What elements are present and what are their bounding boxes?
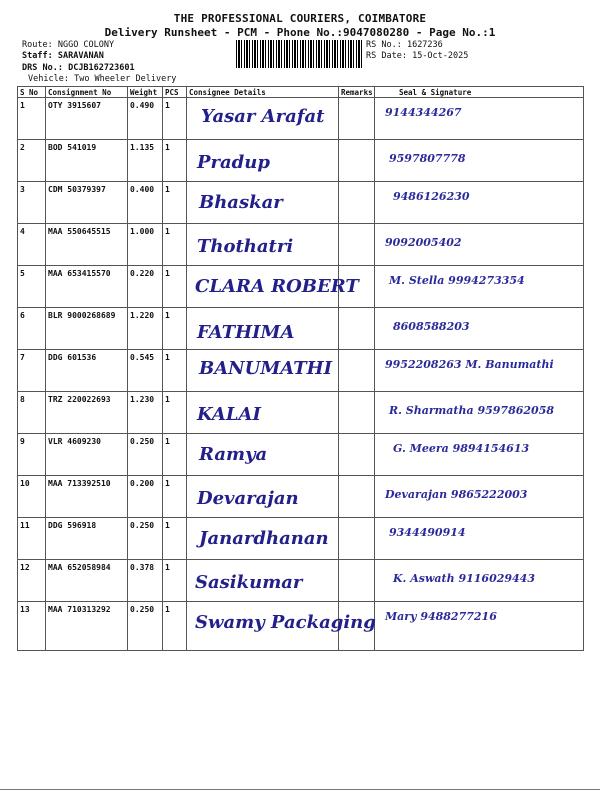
table-row <box>18 476 584 518</box>
signature-cell <box>375 392 584 434</box>
consignment-cell: CDM 50379397 <box>46 182 128 224</box>
rs-date-value: 15-Oct-2025 <box>412 51 469 61</box>
consignee-cell <box>187 602 376 651</box>
pcs-cell: 1 <box>163 182 187 224</box>
signature-handwritten: Devarajan 9865222003 <box>385 488 528 501</box>
weight-cell: 0.250 <box>128 518 163 560</box>
consignment-cell: OTY 3915607 <box>46 98 128 140</box>
remarks-cell <box>339 350 375 392</box>
weight-cell: 0.400 <box>128 182 163 224</box>
remarks-cell <box>339 518 375 560</box>
weight-cell: 0.250 <box>128 602 163 651</box>
signature-cell <box>375 560 584 602</box>
pcs-cell: 1 <box>163 266 187 308</box>
consignment-cell: MAA 713392510 <box>46 476 128 518</box>
table-row <box>18 182 584 224</box>
signature-cell <box>375 266 584 308</box>
staff-value: SARAVANAN <box>57 51 104 61</box>
consignee-handwritten-name: Ramya <box>199 444 268 465</box>
pcs-cell: 1 <box>163 140 187 182</box>
consignee-cell <box>187 182 339 224</box>
pcs-cell: 1 <box>163 602 187 651</box>
remarks-cell <box>339 140 375 182</box>
consignment-cell: TRZ 220022693 <box>46 392 128 434</box>
weight-cell: 0.200 <box>128 476 163 518</box>
consignee-handwritten-name: CLARA ROBERT <box>195 276 359 297</box>
consignee-handwritten-name: KALAI <box>197 404 261 425</box>
signature-handwritten: K. Aswath 9116029443 <box>393 572 535 585</box>
consignee-handwritten-name: Janardhanan <box>199 528 329 549</box>
signature-handwritten: 9486126230 <box>393 190 470 203</box>
signature-handwritten: G. Meera 9894154613 <box>393 442 530 455</box>
vehicle-value: Two Wheeler Delivery <box>74 74 177 84</box>
consignment-cell: BOD 541019 <box>46 140 128 182</box>
table-row <box>18 98 584 140</box>
route-value: NGGO COLONY <box>57 40 115 50</box>
table-header-row <box>18 87 584 98</box>
page-bottom-rule <box>0 789 600 790</box>
consignment-cell: MAA 710313292 <box>46 602 128 651</box>
table-row <box>18 518 584 560</box>
signature-handwritten: 9952208263 M. Banumathi <box>385 358 554 371</box>
signature-cell <box>375 350 584 392</box>
table-row <box>18 224 584 266</box>
signature-cell <box>375 224 584 266</box>
weight-cell: 0.490 <box>128 98 163 140</box>
consignment-cell: DDG 596918 <box>46 518 128 560</box>
pcs-cell: 1 <box>163 98 187 140</box>
pcs-cell: 1 <box>163 308 187 350</box>
signature-cell <box>375 476 584 518</box>
remarks-cell <box>339 560 375 602</box>
consignment-cell: MAA 550645515 <box>46 224 128 266</box>
weight-cell: 0.545 <box>128 350 163 392</box>
consignment-cell: MAA 652058984 <box>46 560 128 602</box>
signature-handwritten: 9092005402 <box>385 236 462 249</box>
pcs-cell: 1 <box>163 224 187 266</box>
table-row <box>18 350 584 392</box>
consignee-cell <box>187 98 339 140</box>
signature-cell <box>375 182 584 224</box>
remarks-cell <box>339 308 375 350</box>
sno-cell: 4 <box>18 224 46 266</box>
consignee-cell <box>187 350 339 392</box>
sno-cell: 13 <box>18 602 46 651</box>
col-sno: S No <box>18 87 46 98</box>
route-line: Route: NGGO COLONY <box>22 40 115 50</box>
signature-handwritten: 9144344267 <box>385 106 462 119</box>
signature-handwritten: R. Sharmatha 9597862058 <box>389 404 555 417</box>
table-row <box>18 392 584 434</box>
signature-cell <box>375 434 584 476</box>
sno-cell: 11 <box>18 518 46 560</box>
pcs-cell: 1 <box>163 350 187 392</box>
consignee-cell <box>187 266 359 308</box>
consignee-handwritten-name: Devarajan <box>197 488 299 509</box>
sno-cell: 6 <box>18 308 46 350</box>
consignee-handwritten-name: Pradup <box>197 152 270 173</box>
weight-cell: 1.000 <box>128 224 163 266</box>
weight-cell: 1.220 <box>128 308 163 350</box>
col-consignment: Consignment No <box>46 87 128 98</box>
sno-cell: 7 <box>18 350 46 392</box>
rs-no-value: 1627236 <box>406 40 443 50</box>
signature-cell <box>375 602 584 651</box>
barcode-image <box>236 40 362 68</box>
table-row <box>18 602 584 651</box>
consignment-cell: MAA 653415570 <box>46 266 128 308</box>
pcs-cell: 1 <box>163 560 187 602</box>
pcs-cell: 1 <box>163 476 187 518</box>
vehicle-line: Vehicle: Two Wheeler Delivery <box>28 74 177 84</box>
consignee-handwritten-name: Bhaskar <box>199 192 283 213</box>
table-row <box>18 560 584 602</box>
drs-line: DRS No.: DCJB162723601 <box>22 63 135 73</box>
consignee-cell <box>187 392 339 434</box>
weight-cell: 0.220 <box>128 266 163 308</box>
consignee-cell <box>187 518 339 560</box>
signature-cell <box>375 308 584 350</box>
weight-cell: 0.250 <box>128 434 163 476</box>
remarks-cell <box>339 434 375 476</box>
remarks-cell <box>339 392 375 434</box>
sno-cell: 5 <box>18 266 46 308</box>
signature-handwritten: 9597807778 <box>389 152 466 165</box>
consignee-handwritten-name: FATHIMA <box>197 322 295 343</box>
consignee-handwritten-name: Yasar Arafat <box>201 106 325 127</box>
signature-handwritten: 9344490914 <box>389 526 466 539</box>
signature-cell <box>375 140 584 182</box>
col-weight: Weight <box>128 87 163 98</box>
consignee-cell <box>187 308 339 350</box>
col-remarks: Remarks <box>339 87 375 98</box>
signature-handwritten: Mary 9488277216 <box>385 610 497 623</box>
remarks-cell <box>339 602 375 651</box>
col-pcs: PCS <box>163 87 187 98</box>
rs-date-line: RS Date: 15-Oct-2025 <box>366 51 469 61</box>
consignment-cell: VLR 4609230 <box>46 434 128 476</box>
consignee-handwritten-name: Sasikumar <box>195 572 303 593</box>
consignment-cell: BLR 9000268689 <box>46 308 128 350</box>
consignment-cell: DDG 601536 <box>46 350 128 392</box>
weight-cell: 1.135 <box>128 140 163 182</box>
signature-cell <box>375 98 584 140</box>
consignee-cell <box>187 476 339 518</box>
remarks-cell <box>339 98 375 140</box>
table-row <box>18 140 584 182</box>
col-consignee: Consignee Details <box>187 87 339 98</box>
sno-cell: 12 <box>18 560 46 602</box>
signature-handwritten: 8608588203 <box>393 320 470 333</box>
weight-cell: 1.230 <box>128 392 163 434</box>
pcs-cell: 1 <box>163 518 187 560</box>
consignee-cell <box>187 434 339 476</box>
sno-cell: 8 <box>18 392 46 434</box>
rs-no-line: RS No.: 1627236 <box>366 40 443 50</box>
consignee-handwritten-name: BANUMATHI <box>199 358 333 379</box>
pcs-cell: 1 <box>163 434 187 476</box>
consignment-table <box>17 86 584 651</box>
signature-handwritten: M. Stella 9994273354 <box>389 274 525 287</box>
consignee-handwritten-name: Thothatri <box>197 236 294 257</box>
table-row <box>18 434 584 476</box>
consignee-cell <box>187 560 339 602</box>
remarks-cell <box>339 476 375 518</box>
col-signature: Seal & Signature <box>375 87 584 98</box>
remarks-cell <box>339 182 375 224</box>
consignee-cell <box>187 224 339 266</box>
drs-value: DCJB162723601 <box>68 63 135 73</box>
consignee-handwritten-name: Swamy Packaging <box>195 612 376 633</box>
staff-line: Staff: SARAVANAN <box>22 51 104 61</box>
runsheet-subtitle: Delivery Runsheet - PCM - Phone No.:9047080280 - Page No.:1 <box>104 26 496 39</box>
sno-cell: 3 <box>18 182 46 224</box>
sno-cell: 9 <box>18 434 46 476</box>
consignee-cell <box>187 140 339 182</box>
sno-cell: 10 <box>18 476 46 518</box>
remarks-cell <box>339 266 375 308</box>
company-title: THE PROFESSIONAL COURIERS, COIMBATORE <box>173 12 427 25</box>
signature-cell <box>375 518 584 560</box>
remarks-cell <box>339 224 375 266</box>
pcs-cell: 1 <box>163 392 187 434</box>
table-row <box>18 308 584 350</box>
weight-cell: 0.378 <box>128 560 163 602</box>
sno-cell: 1 <box>18 98 46 140</box>
sno-cell: 2 <box>18 140 46 182</box>
table-row <box>18 266 584 308</box>
